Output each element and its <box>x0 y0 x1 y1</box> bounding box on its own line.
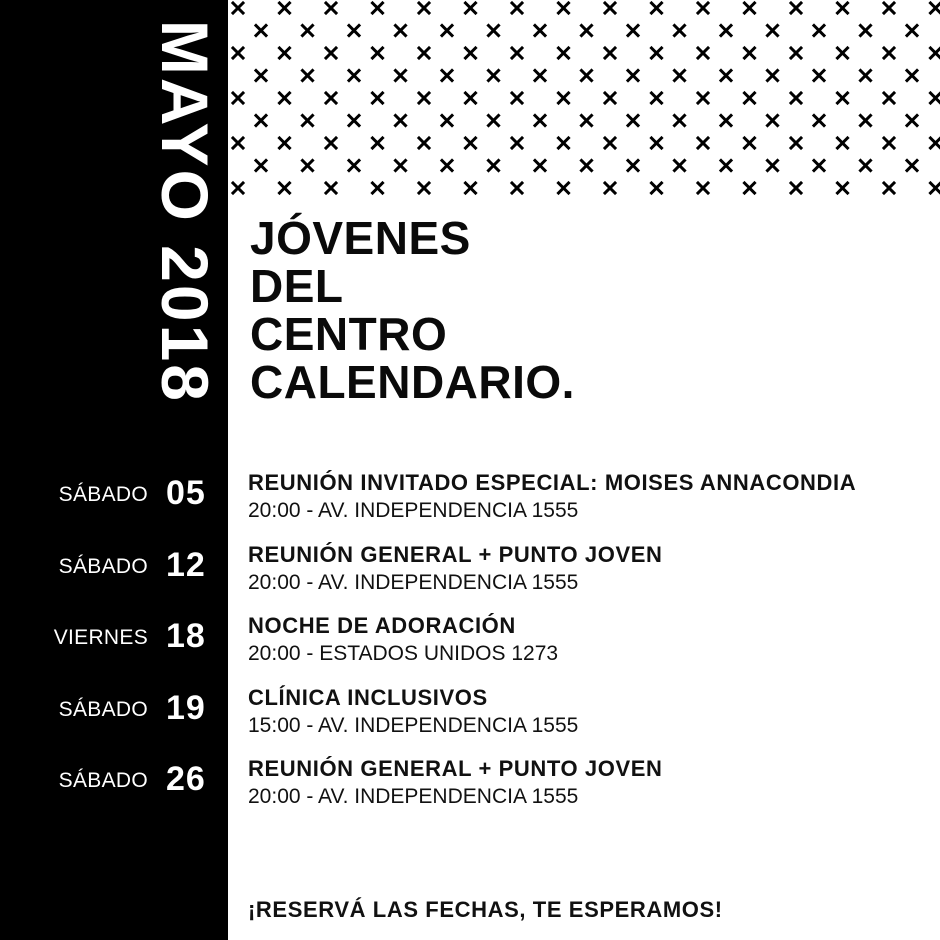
x-mark-icon <box>419 48 429 58</box>
x-mark-icon <box>442 116 452 126</box>
x-mark-icon <box>884 93 894 103</box>
x-mark-icon <box>489 26 499 36</box>
x-mark-icon <box>466 48 476 58</box>
x-mark-icon <box>442 26 452 36</box>
event-day: SÁBADO <box>58 555 148 578</box>
x-mark-icon <box>838 48 848 58</box>
x-mark-icon <box>931 93 940 103</box>
x-mark-icon <box>535 71 545 81</box>
x-mark-icon <box>907 161 917 171</box>
x-mark-icon <box>838 3 848 13</box>
x-mark-icon <box>768 161 778 171</box>
x-mark-icon <box>675 116 685 126</box>
x-mark-icon <box>931 183 940 193</box>
x-mark-icon <box>907 26 917 36</box>
x-mark-icon <box>326 3 336 13</box>
x-mark-icon <box>791 183 801 193</box>
x-mark-icon <box>233 48 243 58</box>
x-mark-icon <box>931 138 940 148</box>
x-mark-icon <box>838 93 848 103</box>
x-mark-icon <box>256 161 266 171</box>
x-mark-icon <box>373 138 383 148</box>
x-mark-icon <box>582 26 592 36</box>
x-mark-icon <box>280 138 290 148</box>
x-mark-icon <box>233 138 243 148</box>
x-mark-icon <box>745 3 755 13</box>
event-title: REUNIÓN GENERAL + PUNTO JOVEN <box>248 542 663 567</box>
x-mark-icon <box>791 3 801 13</box>
x-mark-icon <box>373 93 383 103</box>
x-mark-icon <box>814 26 824 36</box>
x-mark-icon <box>373 3 383 13</box>
x-mark-icon <box>559 183 569 193</box>
x-mark-icon <box>233 3 243 13</box>
x-mark-icon <box>489 116 499 126</box>
x-mark-icon <box>280 3 290 13</box>
x-mark-icon <box>768 26 778 36</box>
x-mark-icon <box>861 26 871 36</box>
x-mark-icon <box>698 138 708 148</box>
event-date: 12 <box>166 546 206 584</box>
x-mark-icon <box>698 3 708 13</box>
x-mark-icon <box>605 3 615 13</box>
x-mark-icon <box>605 93 615 103</box>
x-mark-icon <box>628 161 638 171</box>
x-mark-icon <box>559 48 569 58</box>
x-mark-icon <box>791 138 801 148</box>
x-mark-icon <box>582 71 592 81</box>
x-mark-icon <box>838 183 848 193</box>
x-mark-icon <box>884 138 894 148</box>
x-mark-icon <box>349 26 359 36</box>
x-mark-icon <box>256 116 266 126</box>
x-mark-icon <box>466 3 476 13</box>
x-mark-icon <box>512 48 522 58</box>
x-mark-icon <box>721 161 731 171</box>
title-line-1: JÓVENES <box>250 212 471 264</box>
x-mark-icon <box>884 48 894 58</box>
title-line-2: DEL <box>250 260 344 312</box>
x-mark-icon <box>466 138 476 148</box>
x-mark-icon <box>628 71 638 81</box>
x-mark-icon <box>628 26 638 36</box>
x-mark-icon <box>419 3 429 13</box>
x-mark-icon <box>652 48 662 58</box>
x-mark-icon <box>489 161 499 171</box>
x-mark-icon <box>559 138 569 148</box>
x-mark-icon <box>419 183 429 193</box>
title-line-3: CENTRO <box>250 308 448 360</box>
x-mark-icon <box>559 93 569 103</box>
x-mark-icon <box>326 93 336 103</box>
x-mark-icon <box>582 116 592 126</box>
page-title <box>250 214 575 406</box>
x-mark-icon <box>303 26 313 36</box>
x-mark-icon <box>349 71 359 81</box>
x-pattern-decoration <box>228 0 940 196</box>
x-mark-icon <box>373 48 383 58</box>
x-mark-icon <box>419 138 429 148</box>
x-mark-icon <box>559 3 569 13</box>
x-mark-icon <box>721 26 731 36</box>
event-item <box>0 611 940 671</box>
event-title: CLÍNICA INCLUSIVOS <box>248 685 488 710</box>
x-mark-icon <box>698 48 708 58</box>
footer-message: ¡RESERVÁ LAS FECHAS, TE ESPERAMOS! <box>248 897 723 922</box>
x-mark-icon <box>838 138 848 148</box>
x-mark-icon <box>280 48 290 58</box>
event-day: SÁBADO <box>58 483 148 506</box>
x-mark-icon <box>745 48 755 58</box>
x-mark-icon <box>349 161 359 171</box>
x-mark-icon <box>396 116 406 126</box>
x-mark-icon <box>931 3 940 13</box>
event-detail: 15:00 - AV. INDEPENDENCIA 1555 <box>248 714 579 737</box>
x-mark-icon <box>814 116 824 126</box>
x-mark-icon <box>675 71 685 81</box>
x-mark-icon <box>721 71 731 81</box>
event-title: REUNIÓN GENERAL + PUNTO JOVEN <box>248 756 663 781</box>
x-mark-icon <box>512 93 522 103</box>
x-mark-icon <box>280 183 290 193</box>
x-mark-icon <box>349 116 359 126</box>
event-date: 26 <box>166 760 206 798</box>
event-day: SÁBADO <box>58 698 148 721</box>
x-mark-icon <box>814 161 824 171</box>
x-mark-icon <box>233 183 243 193</box>
x-mark-icon <box>721 116 731 126</box>
x-mark-icon <box>442 71 452 81</box>
x-mark-icon <box>698 93 708 103</box>
event-item <box>0 540 940 600</box>
x-mark-icon <box>652 93 662 103</box>
x-mark-icon <box>396 71 406 81</box>
x-mark-icon <box>931 48 940 58</box>
x-mark-icon <box>535 161 545 171</box>
x-mark-icon <box>675 161 685 171</box>
x-mark-icon <box>582 161 592 171</box>
x-mark-icon <box>861 71 871 81</box>
event-date: 05 <box>166 474 206 512</box>
x-mark-icon <box>698 183 708 193</box>
x-mark-icon <box>861 116 871 126</box>
x-mark-icon <box>745 183 755 193</box>
x-mark-icon <box>303 161 313 171</box>
event-title: REUNIÓN INVITADO ESPECIAL: MOISES ANNACONDIA <box>248 470 857 495</box>
event-title: NOCHE DE ADORACIÓN <box>248 613 516 638</box>
x-mark-icon <box>768 116 778 126</box>
x-mark-icon <box>884 183 894 193</box>
x-mark-icon <box>884 3 894 13</box>
event-date: 19 <box>166 689 206 727</box>
event-day: SÁBADO <box>58 769 148 792</box>
event-item <box>0 468 940 528</box>
x-mark-icon <box>628 116 638 126</box>
x-mark-icon <box>861 161 871 171</box>
x-mark-icon <box>396 161 406 171</box>
x-mark-icon <box>605 138 615 148</box>
x-mark-icon <box>489 71 499 81</box>
x-mark-icon <box>605 183 615 193</box>
x-mark-icon <box>466 93 476 103</box>
x-mark-icon <box>535 26 545 36</box>
x-mark-icon <box>396 26 406 36</box>
event-detail: 20:00 - AV. INDEPENDENCIA 1555 <box>248 571 579 594</box>
event-detail: 20:00 - AV. INDEPENDENCIA 1555 <box>248 785 579 808</box>
x-mark-icon <box>791 48 801 58</box>
x-mark-icon <box>907 116 917 126</box>
x-mark-icon <box>652 183 662 193</box>
x-mark-icon <box>326 48 336 58</box>
event-detail: 20:00 - ESTADOS UNIDOS 1273 <box>248 642 559 665</box>
title-line-4: CALENDARIO. <box>250 356 575 408</box>
x-mark-icon <box>652 3 662 13</box>
event-item <box>0 683 940 743</box>
x-mark-icon <box>280 93 290 103</box>
x-mark-icon <box>814 71 824 81</box>
x-mark-icon <box>745 138 755 148</box>
x-mark-icon <box>303 116 313 126</box>
x-mark-icon <box>745 93 755 103</box>
x-mark-icon <box>535 116 545 126</box>
x-mark-icon <box>907 71 917 81</box>
x-mark-icon <box>442 161 452 171</box>
x-mark-icon <box>791 93 801 103</box>
event-day: VIERNES <box>53 626 148 649</box>
event-detail: 20:00 - AV. INDEPENDENCIA 1555 <box>248 499 579 522</box>
x-mark-icon <box>605 48 615 58</box>
x-mark-icon <box>768 71 778 81</box>
x-mark-icon <box>256 26 266 36</box>
x-mark-icon <box>512 183 522 193</box>
x-mark-icon <box>512 138 522 148</box>
x-mark-icon <box>512 3 522 13</box>
x-mark-icon <box>303 71 313 81</box>
x-mark-icon <box>326 138 336 148</box>
x-mark-icon <box>256 71 266 81</box>
month-year-title: MAYO 2018 <box>148 19 222 404</box>
x-mark-icon <box>419 93 429 103</box>
x-mark-icon <box>326 183 336 193</box>
x-mark-icon <box>373 183 383 193</box>
event-item <box>0 754 940 814</box>
event-date: 18 <box>166 617 206 655</box>
x-mark-icon <box>233 93 243 103</box>
x-mark-icon <box>466 183 476 193</box>
x-mark-icon <box>652 138 662 148</box>
x-mark-icon <box>675 26 685 36</box>
